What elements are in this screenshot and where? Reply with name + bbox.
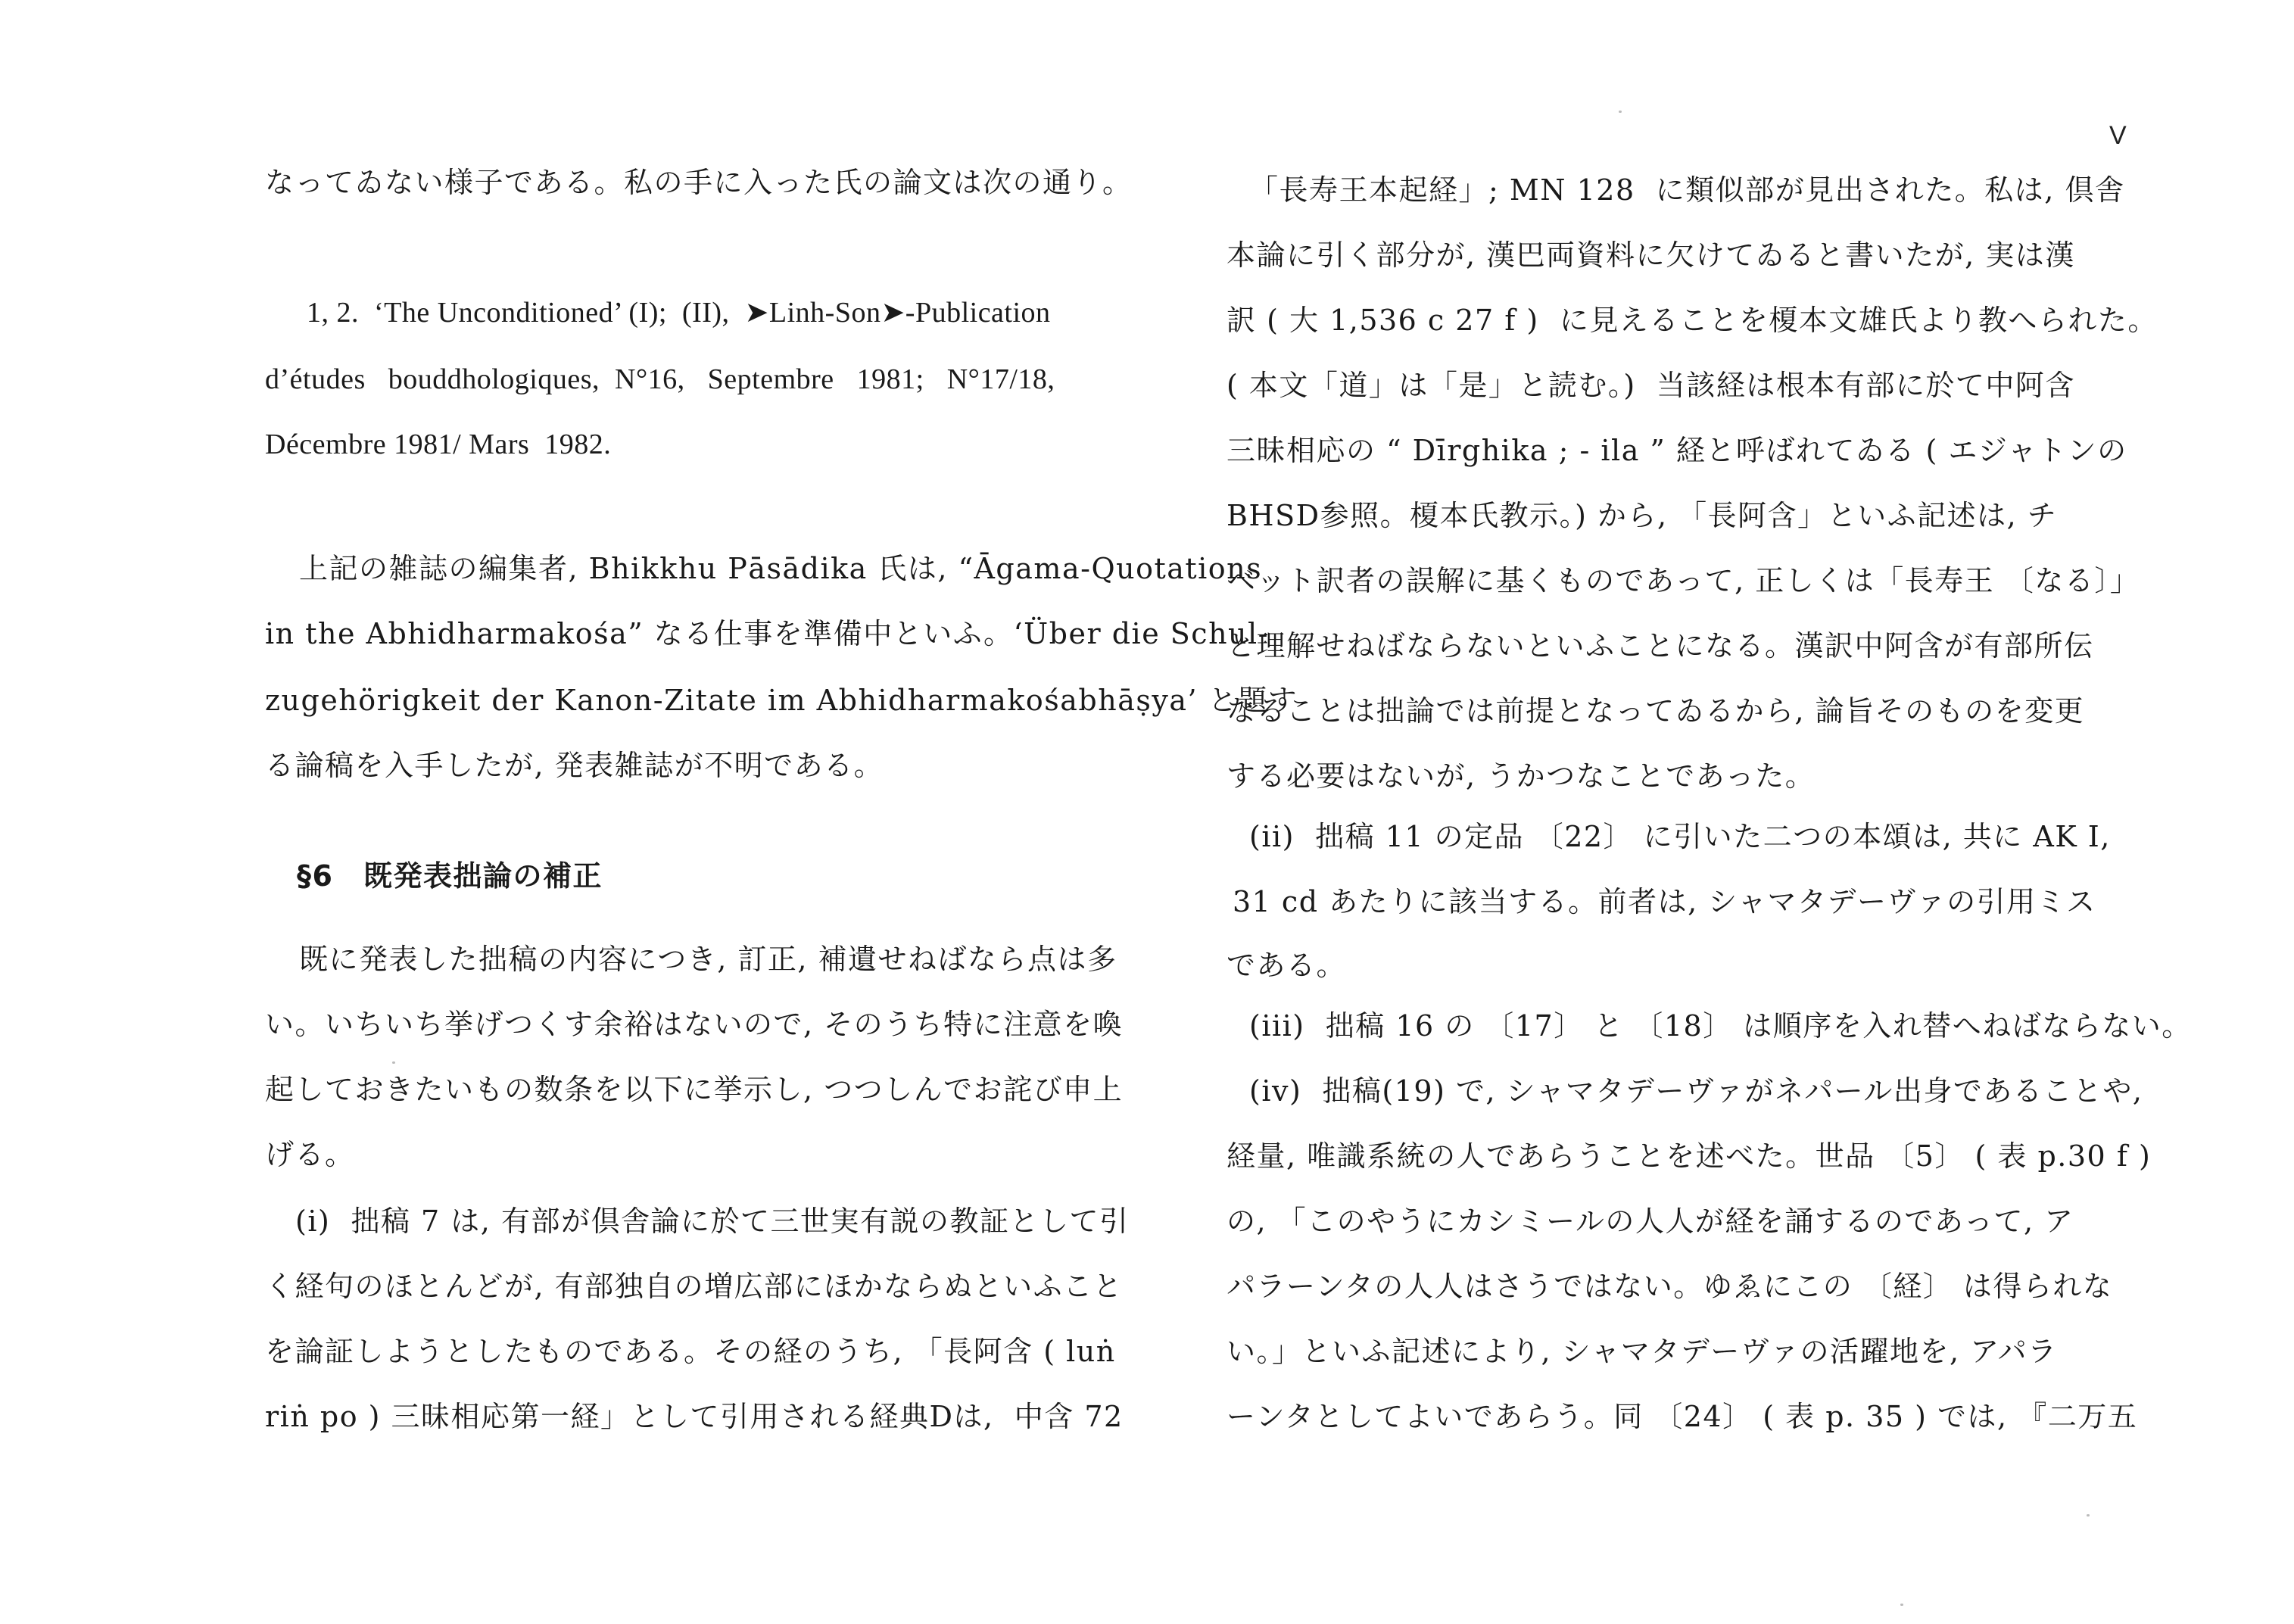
text-line: d’études bouddhologiques, N°16, Septembre 1981; N°17/18, bbox=[265, 363, 1055, 395]
text-line: る論稿を入手したが, 発表雑誌が不明である。 bbox=[265, 749, 884, 782]
text-line: (iv) 拙稿(19) で, シャマタデーヴァがネパール出身であることや, bbox=[1249, 1074, 2143, 1108]
text-line: ( 本文「道」は「是」と読む。) 当該経は根本有部に於て中阿含 bbox=[1226, 369, 2075, 402]
text-line: なることは拙論では前提となってゐるから, 論旨そのものを変更 bbox=[1226, 694, 2085, 728]
scan-speck bbox=[1900, 1604, 1903, 1606]
text-line: パラーンタの人人はさうではない。ゆゑにこの 〔経〕 は得られな bbox=[1226, 1270, 2113, 1303]
text-line: 31 cd あたりに該当する。前者は, シャマタデーヴァの引用ミス bbox=[1233, 885, 2096, 918]
text-line: 1, 2. ‘The Unconditioned’ (I); (II), ➤Linh-Son➤-Publication bbox=[307, 297, 1051, 329]
text-line: である。 bbox=[1226, 949, 1347, 982]
scan-speck bbox=[392, 1061, 395, 1064]
text-line: (ii) 拙稿 11 の定品 〔22〕 に引いた二つの本頌は, 共に AK I, bbox=[1249, 820, 2111, 853]
text-line: 起しておきたいもの数条を以下に挙示し, つつしんでお詫び申上 bbox=[265, 1073, 1124, 1106]
page-number: V bbox=[2109, 121, 2127, 150]
text-line: riṅ po ) 三昧相応第一経」として引用される経典Dは, 中含 72 bbox=[265, 1400, 1124, 1433]
text-line: (iii) 拙稿 16 の 〔17〕 と 〔18〕 は順序を入れ替へねばならない。 bbox=[1249, 1009, 2192, 1043]
text-line: げる。 bbox=[265, 1138, 355, 1171]
text-line: Décembre 1981/ Mars 1982. bbox=[265, 429, 612, 460]
text-line: い。いちいち挙げつくす余裕はないので, そのうち特に注意を喚 bbox=[265, 1008, 1124, 1041]
text-line: (i) 拙稿 7 は, 有部が倶舎論に於て三世実有説の教証として引 bbox=[295, 1205, 1130, 1238]
text-line: 三昧相応の “ Dīrghika ; - ila ” 経と呼ばれてゐる ( エジャトンの bbox=[1226, 434, 2127, 467]
section-heading: §6 既発表拙論の補正 bbox=[297, 859, 603, 893]
text-line: を論証しようとしたものである。その経のうち, 「長阿含 ( luṅ bbox=[265, 1335, 1116, 1368]
scan-speck bbox=[2087, 1514, 2090, 1516]
text-line: の, 「このやうにカシミールの人人が経を誦するのであって, ア bbox=[1226, 1205, 2074, 1238]
text-line: zugehörigkeit der Kanon-Zitate im Abhidharmakośabhāṣya’ と題す bbox=[265, 684, 1298, 717]
text-line: ーンタとしてよいであらう。同 〔24〕 ( 表 p. 35 ) では, 『二万五 bbox=[1226, 1400, 2138, 1433]
text-line: する必要はないが, うかつなことであった。 bbox=[1226, 759, 1816, 793]
text-line: なってゐない様子である。私の手に入った氏の論文は次の通り。 bbox=[265, 166, 1133, 199]
text-line: 訳 ( 大 1,536 c 27 f ) に見えることを榎本文雄氏より教へられた。 bbox=[1226, 304, 2158, 337]
text-line: 本論に引く部分が, 漢巴両資料に欠けてゐると書いたが, 実は漢 bbox=[1226, 238, 2075, 272]
text-line: ベット訳者の誤解に基くものであって, 正しくは「長寿王 〔なる〕」 bbox=[1226, 564, 2140, 597]
text-line: 既に発表した拙稿の内容につき, 訂正, 補遺せねばなら点は多 bbox=[299, 943, 1117, 976]
text-line: BHSD参照。榎本氏教示。) から, 「長阿含」といふ記述は, チ bbox=[1226, 499, 2058, 532]
text-line: 「長寿王本起経」; MN 128 に類似部が見出された。私は, 倶舎 bbox=[1249, 173, 2125, 207]
text-line: く経句のほとんどが, 有部独自の増広部にほかならぬといふこと bbox=[265, 1270, 1124, 1303]
text-line: 経量, 唯識系統の人であらうことを述べた。世品 〔5〕 ( 表 p.30 f ) bbox=[1226, 1139, 2152, 1173]
text-line: い。」といふ記述により, シャマタデーヴァの活躍地を, アパラ bbox=[1226, 1335, 2058, 1368]
text-line: 上記の雑誌の編集者, Bhikkhu Pāsādika 氏は, “Āgama-Quotations bbox=[299, 552, 1263, 585]
text-line: と理解せねばならないといふことになる。漢訳中阿含が有部所伝 bbox=[1226, 629, 2094, 662]
scan-speck bbox=[1619, 111, 1622, 113]
text-line: in the Abhidharmakośa” なる仕事を準備中といふ。‘Über die Schul- bbox=[265, 617, 1270, 650]
